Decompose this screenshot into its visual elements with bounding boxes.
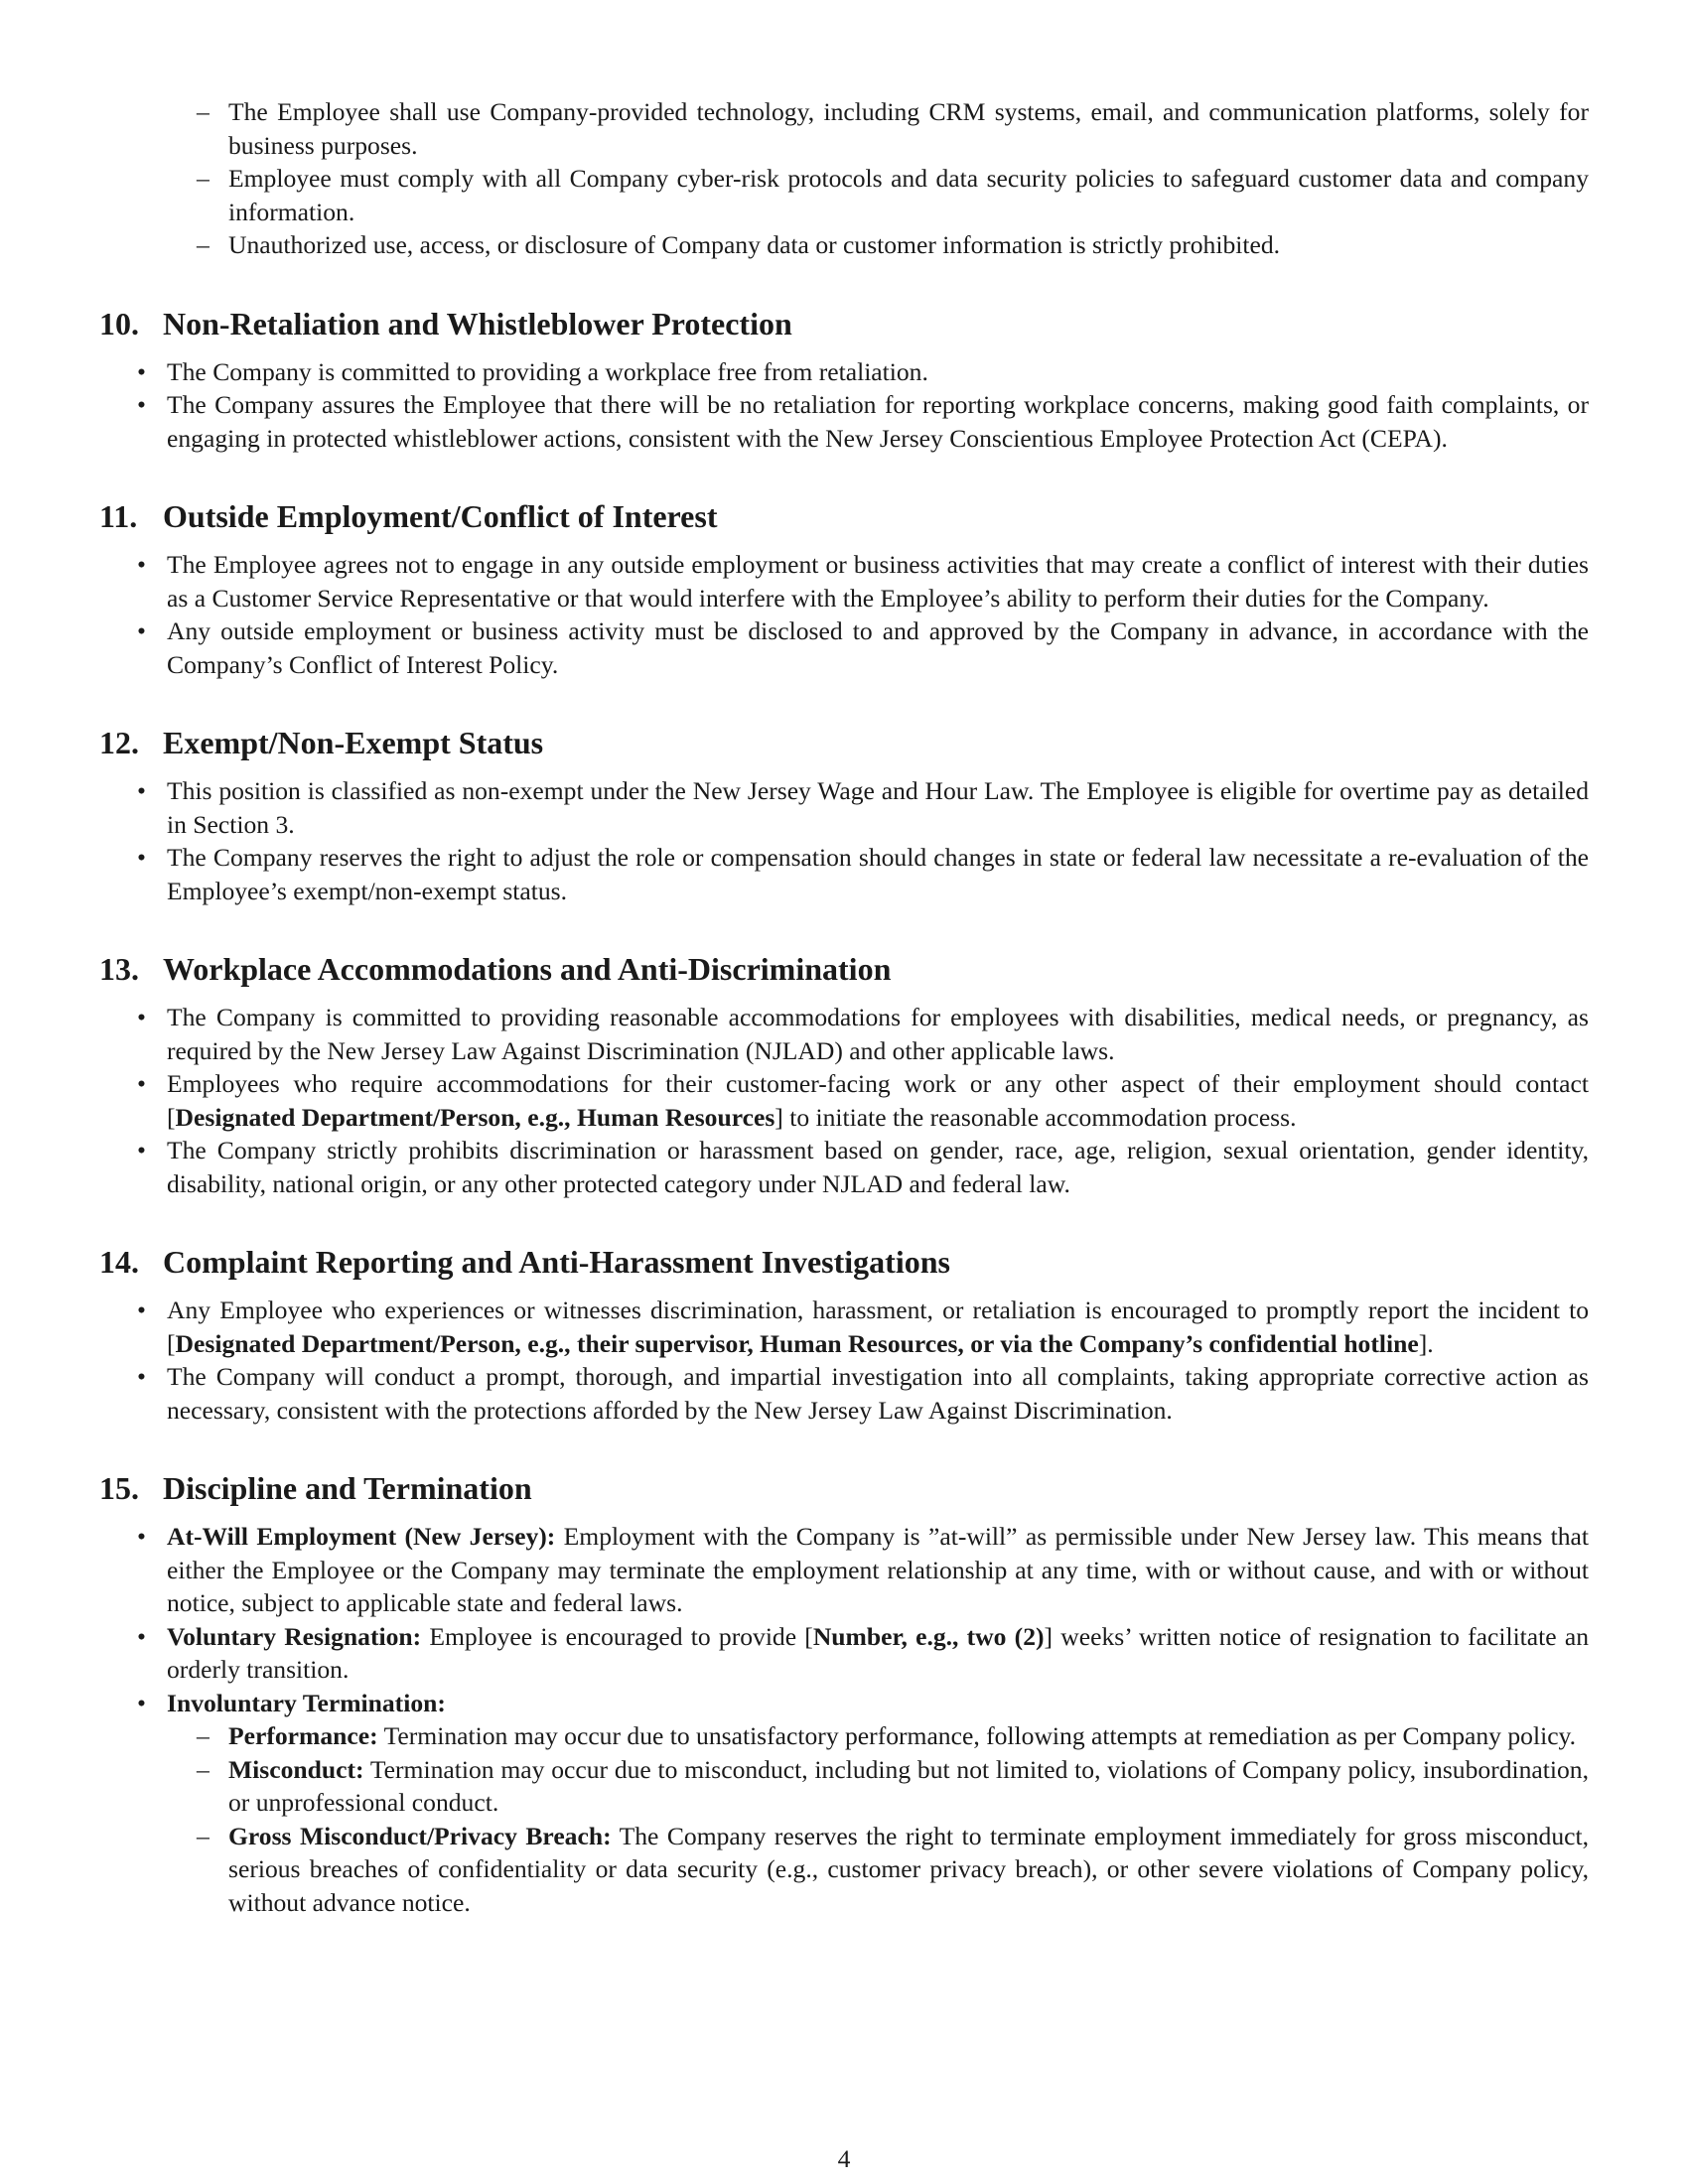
list-item: • The Company is committed to providing reasonable accommodations for employees with disabilities, medical needs, or pregnancy, as required by the New Jersey Law Against Discrimination (NJLAD) and other applicable laws.	[99, 1001, 1589, 1067]
section-heading	[99, 496, 1589, 536]
section-14	[99, 1242, 1589, 1427]
list-item: – The Employee shall use Company-provided technology, including CRM systems, email, and communication platforms, solely for business purposes.	[99, 95, 1589, 162]
sub-list-item	[99, 1820, 1589, 1920]
item-text: Termination may occur due to unsatisfactory performance, following attempts at remediation as per Company policy.	[377, 1721, 1577, 1750]
placeholder-text: Designated Department/Person, e.g., Human Resources	[175, 1102, 775, 1132]
list-item: – Unauthorized use, access, or disclosure of Company data or customer information is strictly prohibited.	[99, 228, 1589, 262]
item-label: Performance:	[228, 1721, 378, 1750]
section-heading	[99, 949, 1589, 989]
section-number: 14.	[99, 1244, 139, 1280]
section-number: 10.	[99, 305, 139, 341]
document-page	[99, 95, 1589, 1919]
list-item	[99, 1687, 1589, 1720]
section-heading	[99, 1242, 1589, 1282]
section-15	[99, 1468, 1589, 1919]
item-text: Employee is encouraged to provide [	[421, 1621, 813, 1651]
list-item: • This position is classified as non-exempt under the New Jersey Wage and Hour Law. The Employee is eligible for overtime pay as detailed in Section 3.	[99, 774, 1589, 841]
section-title: Discipline and Termination	[163, 1470, 532, 1506]
list-item: • The Company is committed to providing a workplace free from retaliation.	[99, 355, 1589, 389]
section-title: Complaint Reporting and Anti-Harassment Investigations	[163, 1244, 950, 1280]
list-item: • The Employee agrees not to engage in any outside employment or business activities that may create a conflict of interest with their duties as a Customer Service Representative or that would interfere with the Employee’s ability to perform their duties for the Company.	[99, 548, 1589, 614]
section-heading	[99, 304, 1589, 343]
item-text: ] weeks’ written notice of resignation to facilitate an orderly transition.	[167, 1621, 1589, 1684]
list-item: • The Company will conduct a prompt, thorough, and impartial investigation into all complaints, taking appropriate corrective action as necessary, consistent with the protections afforded by the New Jersey Law Against Discrimination.	[99, 1360, 1589, 1427]
section-10	[99, 304, 1589, 456]
section-number: 15.	[99, 1470, 139, 1506]
list-item	[99, 1294, 1589, 1360]
section-13	[99, 949, 1589, 1200]
list-item	[99, 1067, 1589, 1134]
item-text: Employment with the Company is ”at-will” as permissible under New Jersey law. This means that either the Employee or the Company may terminate the employment relationship at any time, with or without cause, and with or without notice, subject to applicable state and federal laws.	[167, 1522, 1589, 1617]
list-item: • The Company assures the Employee that there will be no retaliation for reporting workplace concerns, making good faith complaints, or engaging in protected whistleblower actions, consistent with the New Jersey Conscientious Employee Protection Act (CEPA).	[99, 388, 1589, 455]
list-item	[99, 1620, 1589, 1687]
section-11	[99, 496, 1589, 681]
section-title: Exempt/Non-Exempt Status	[163, 725, 544, 760]
item-text: ].	[1418, 1328, 1434, 1358]
item-label: At-Will Employment (New Jersey):	[167, 1522, 556, 1551]
section-12	[99, 723, 1589, 907]
section-number: 11.	[99, 498, 138, 534]
continued-list	[99, 95, 1589, 262]
item-text: The Company reserves the right to terminate employment immediately for gross misconduct, serious breaches of confidentiality or data security (e.g., customer privacy breach), or other severe violations of Company policy, without advance notice.	[228, 1821, 1590, 1917]
item-label: Misconduct:	[228, 1754, 364, 1784]
section-heading	[99, 1468, 1589, 1508]
section-title: Outside Employment/Conflict of Interest	[163, 498, 718, 534]
sub-list-item	[99, 1719, 1589, 1753]
item-label: Voluntary Resignation:	[167, 1621, 422, 1651]
page-number: 4	[837, 2144, 851, 2173]
item-text: Employees who require accommodations for their customer-facing work or any other aspect of their employment should contact [	[167, 1069, 1589, 1132]
item-label: Gross Misconduct/Privacy Breach:	[228, 1821, 612, 1850]
section-number: 12.	[99, 725, 139, 760]
section-heading	[99, 723, 1589, 762]
list-item: • The Company strictly prohibits discrimination or harassment based on gender, race, age, religion, sexual orientation, gender identity, disability, national origin, or any other protected category under NJLAD and federal law.	[99, 1134, 1589, 1200]
list-item: – Employee must comply with all Company cyber-risk protocols and data security policies to safeguard customer data and company information.	[99, 162, 1589, 228]
item-text: ] to initiate the reasonable accommodation process.	[774, 1102, 1297, 1132]
section-title: Non-Retaliation and Whistleblower Protection	[163, 305, 792, 341]
placeholder-text: Number, e.g., two (2)	[812, 1621, 1045, 1651]
list-item	[99, 1520, 1589, 1620]
section-number: 13.	[99, 951, 139, 987]
item-label: Involuntary Termination:	[167, 1688, 446, 1717]
list-item: • Any outside employment or business activity must be disclosed to and approved by the Company in advance, in accordance with the Company’s Conflict of Interest Policy.	[99, 614, 1589, 681]
sub-list-item	[99, 1753, 1589, 1820]
item-text: Any Employee who experiences or witnesses discrimination, harassment, or retaliation is encouraged to promptly report the incident to [	[167, 1296, 1589, 1358]
section-title: Workplace Accommodations and Anti-Discrimination	[163, 951, 892, 987]
placeholder-text: Designated Department/Person, e.g., their supervisor, Human Resources, or via the Company’s confidential hotline	[175, 1328, 1419, 1358]
list-item: • The Company reserves the right to adjust the role or compensation should changes in state or federal law necessitate a re-evaluation of the Employee’s exempt/non-exempt status.	[99, 841, 1589, 907]
item-text: Termination may occur due to misconduct, including but not limited to, violations of Company policy, insubordination, or unprofessional conduct.	[228, 1754, 1589, 1817]
